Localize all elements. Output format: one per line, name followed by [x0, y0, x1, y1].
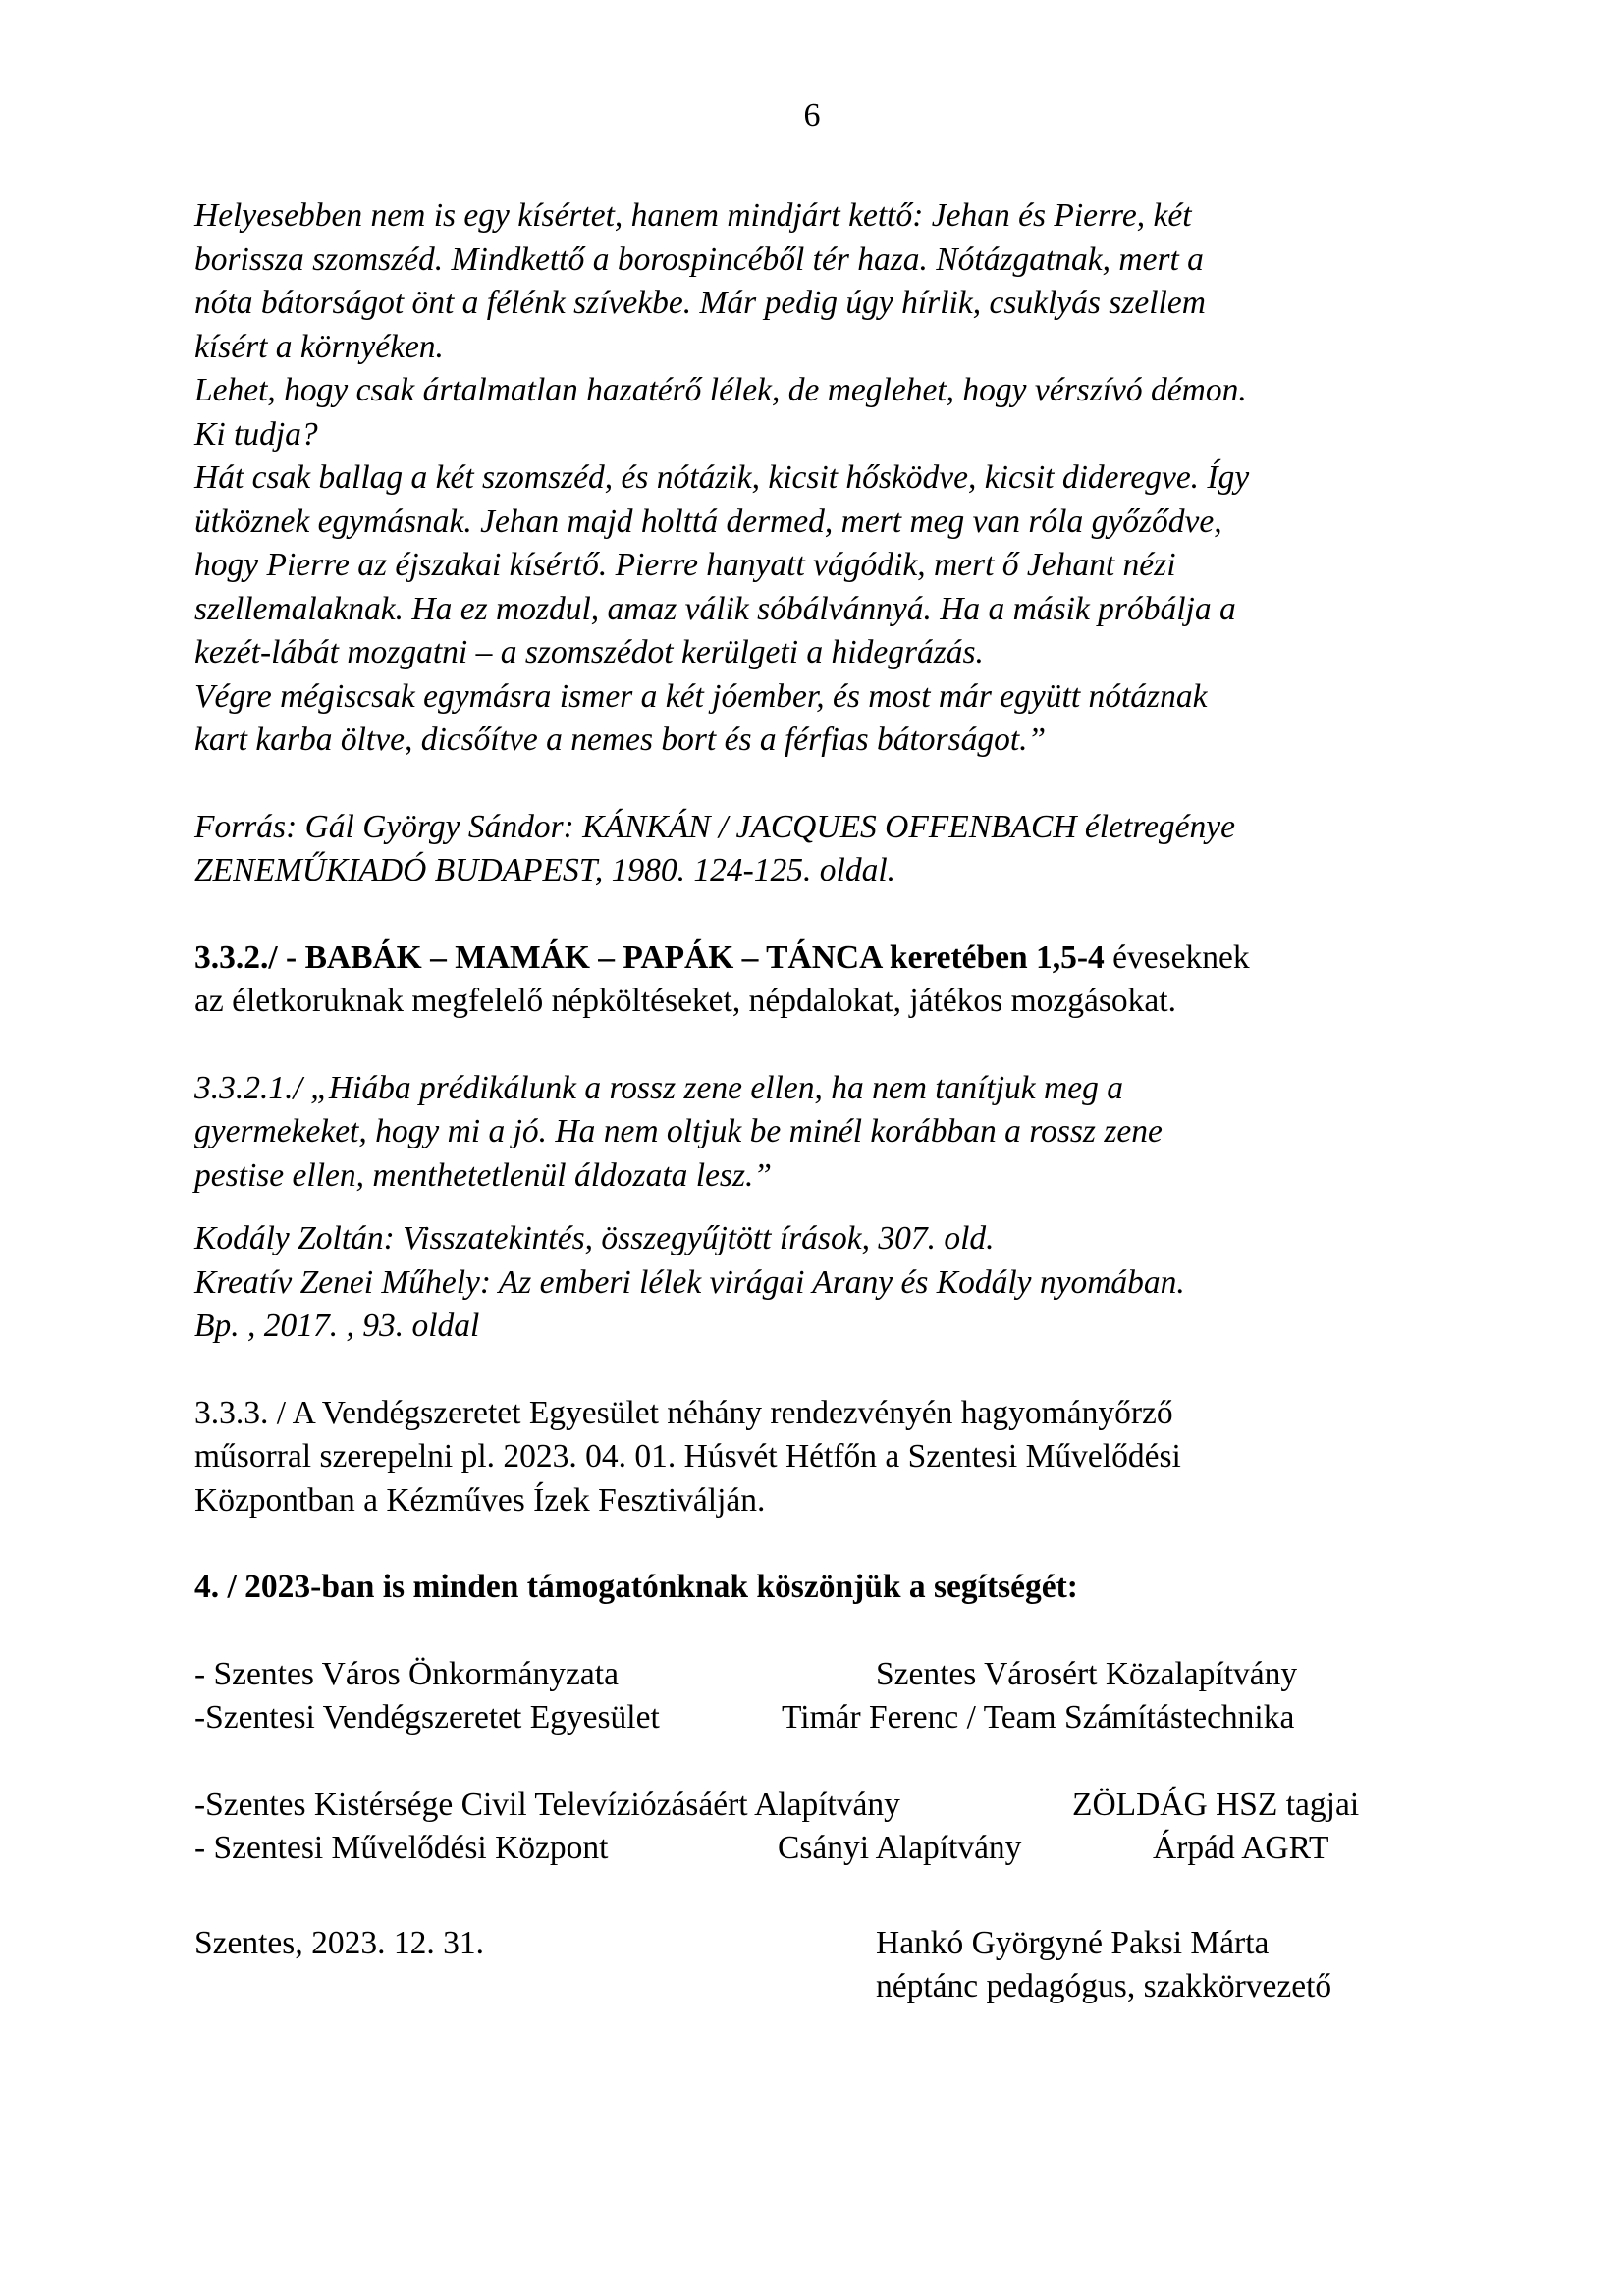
section-3-3-2-text: az életkoruknak megfelelő népköltéseket, népdalokat, játékos mozgásokat.	[194, 983, 1176, 1019]
quote-line: gyermekeket, hogy mi a jó. Ha nem oltjuk be minél korábban a rossz zene	[194, 1113, 1163, 1149]
section-3-3-2-1-quote	[194, 1067, 1449, 1199]
section-4-heading: 4. / 2023-ban is minden támogatónknak köszönjük a segítségét:	[194, 1569, 1078, 1605]
sponsor-name: - Szentesi Művelődési Központ	[194, 1830, 609, 1866]
quote-line: Helyesebben nem is egy kísértet, hanem mindjárt kettő: Jehan és Pierre, két	[194, 197, 1192, 234]
quote-line: Hát csak ballag a két szomszéd, és nótázik, kicsit hősködve, kicsit dideregve. Így	[194, 459, 1250, 496]
quote-line: borissza szomszéd. Mindkettő a borospincéből tér haza. Nótázgatnak, mert a	[194, 240, 1204, 278]
section-3-3-3-line: Központban a Kézműves Ízek Fesztiválján.	[194, 1481, 766, 1519]
sponsor-row	[194, 1653, 1449, 1697]
page-number: 6	[803, 97, 821, 133]
quote-line: hogy Pierre az éjszakai kísértő. Pierre hanyatt vágódik, mert ő Jehant nézi	[194, 547, 1176, 583]
section-3-3-2	[194, 936, 1449, 1024]
source-line: Forrás: Gál György Sándor: KÁNKÁN / JACQUES OFFENBACH életregénye	[194, 808, 1236, 845]
quote-line: kart karba öltve, dicsőítve a nemes bort és a férfias bátorságot.”	[194, 721, 1047, 758]
story-quote	[194, 194, 1449, 763]
sponsor-list	[194, 1653, 1449, 1871]
signature-block	[194, 1922, 1449, 2009]
sponsor-name: -Szentesi Vendégszeretet Egyesület	[194, 1699, 660, 1735]
signer-role: néptánc pedagógus, szakkörvezető	[876, 1968, 1332, 2004]
section-3-3-3	[194, 1392, 1449, 1523]
section-3-3-3-line: 3.3.3. / A Vendégszeretet Egyesület néhány rendezvényén hagyományőrző	[194, 1394, 1173, 1431]
sponsor-name: ZÖLDÁG HSZ tagjai	[1072, 1786, 1360, 1823]
citation-line: Kreatív Zenei Műhely: Az emberi lélek virágai Arany és Kodály nyomában.	[194, 1263, 1185, 1301]
section-3-3-2-text: éveseknek	[1104, 938, 1250, 976]
quote-line: Végre mégiscsak egymásra ismer a két jóember, és most már együtt nótáznak	[194, 677, 1208, 715]
sponsor-row	[194, 1827, 1449, 1871]
quote-line: ütköznek egymásnak. Jehan majd holttá dermed, mert meg van róla győződve,	[194, 503, 1222, 540]
section-3-3-2-heading: 3.3.2./ - BABÁK – MAMÁK – PAPÁK – TÁNCA keretében 1,5-4	[194, 938, 1105, 976]
sponsor-name: -Szentes Kistérsége Civil Televíziózásáért Alapítvány	[194, 1786, 900, 1823]
citation-line: Bp. , 2017. , 93. oldal	[194, 1308, 480, 1344]
quote-line: Lehet, hogy csak ártalmatlan hazatérő lélek, de meglehet, hogy vérszívó démon.	[194, 372, 1247, 408]
quote-line: kísért a környéken.	[194, 328, 444, 365]
citation	[194, 1217, 1449, 1349]
signer-name: Hankó Györgyné Paksi Márta	[876, 1924, 1270, 1961]
place-date: Szentes, 2023. 12. 31.	[194, 1924, 484, 1961]
sponsor-name: Csányi Alapítvány	[778, 1830, 1022, 1866]
document-body	[194, 194, 1449, 2009]
quote-line: nóta bátorságot önt a félénk szívekbe. Már pedig úgy hírlik, csuklyás szellem	[194, 285, 1206, 321]
quote-line: Ki tudja?	[194, 415, 318, 453]
sponsor-name: - Szentes Város Önkormányzata	[194, 1655, 619, 1692]
sponsor-row	[194, 1696, 1449, 1740]
section-3-3-3-line: műsorral szerepelni pl. 2023. 04. 01. Húsvét Hétfőn a Szentesi Művelődési	[194, 1438, 1181, 1474]
citation-line: Kodály Zoltán: Visszatekintés, összegyűjtött írások, 307. old.	[194, 1220, 995, 1256]
source-reference	[194, 806, 1449, 893]
quote-line: kezét-lábát mozgatni – a szomszédot kerülgeti a hidegrázás.	[194, 634, 984, 670]
sponsor-name: Szentes Városért Közalapítvány	[876, 1655, 1298, 1692]
sponsor-name: Árpád AGRT	[1153, 1830, 1329, 1866]
quote-line: szellemalaknak. Ha ez mozdul, amaz válik sóbálvánnyá. Ha a másik próbálja a	[194, 590, 1236, 627]
quote-line: 3.3.2.1./ „Hiába prédikálunk a rossz zene ellen, ha nem tanítjuk meg a	[194, 1069, 1123, 1106]
sponsor-row	[194, 1784, 1449, 1828]
source-line: ZENEMŰKIADÓ BUDAPEST, 1980. 124-125. oldal.	[194, 852, 896, 888]
sponsor-name: Timár Ferenc / Team Számítástechnika	[782, 1699, 1295, 1735]
quote-line: pestise ellen, menthetetlenül áldozata lesz.”	[194, 1156, 773, 1194]
